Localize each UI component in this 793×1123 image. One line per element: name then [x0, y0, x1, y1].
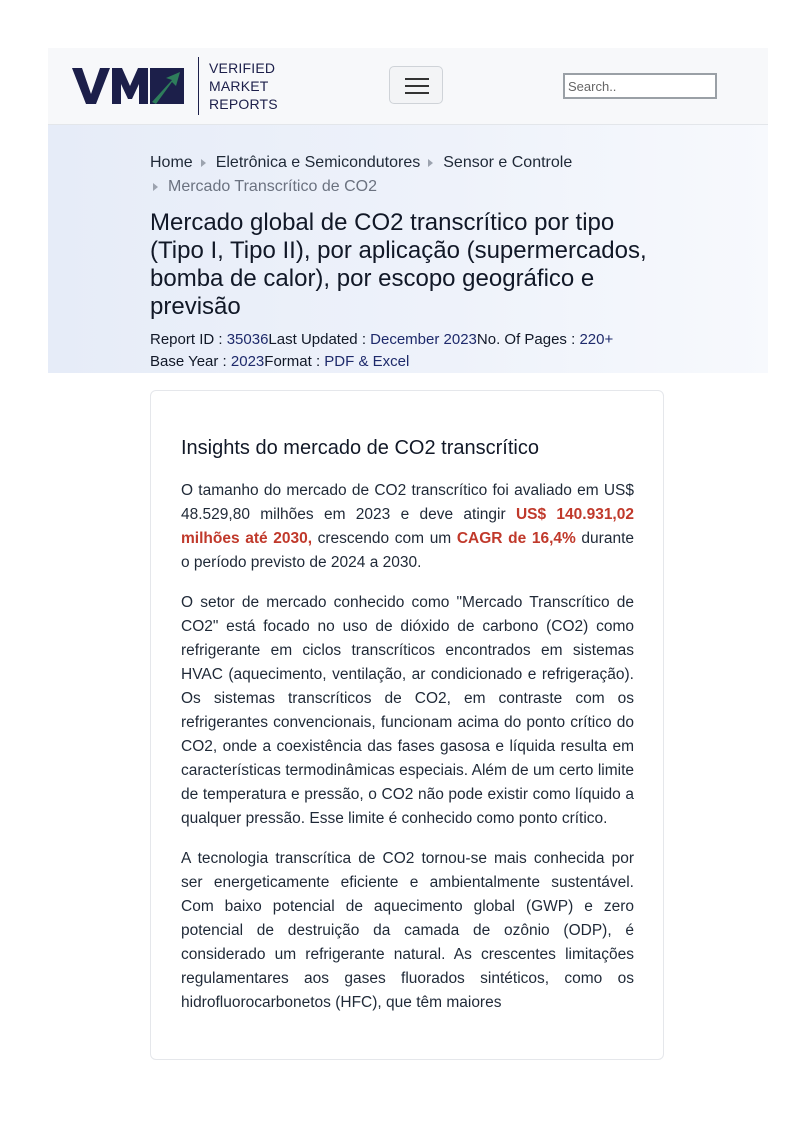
chevron-right-icon: [428, 159, 433, 167]
paragraph-text: durante o período previsto de 2024 a 2030.: [181, 530, 634, 571]
logo-wordmark: [209, 59, 278, 113]
breadcrumb-category[interactable]: Eletrônica e Semicondutores: [215, 154, 421, 171]
hero-section: [48, 125, 768, 373]
menu-bar-icon: [405, 85, 429, 87]
logo-line: REPORTS: [209, 96, 278, 112]
base-year-value: 2023: [230, 353, 265, 370]
report-id-value: 35036: [226, 331, 269, 348]
pages-value: 220+: [579, 331, 614, 348]
logo-line: MARKET: [209, 78, 269, 94]
market-size-highlight: US$ 140.931,02 milhões até 2030,: [181, 506, 634, 547]
logo-divider: [198, 57, 199, 115]
insights-paragraph: [181, 479, 634, 575]
paragraph-text: O tamanho do mercado de CO2 transcrítico foi avaliado em US$ 48.529,80 milhões em 2023 e deve atingir: [181, 482, 634, 523]
breadcrumb-current: Mercado Transcrítico de CO2: [168, 178, 377, 195]
menu-bar-icon: [405, 78, 429, 80]
updated-label: Last Updated :: [268, 331, 371, 348]
chevron-right-icon: [201, 159, 206, 167]
format-value: PDF & Excel: [324, 353, 410, 370]
page: [48, 48, 768, 1011]
chevron-right-icon: [153, 183, 158, 191]
updated-value: December 2023: [370, 331, 477, 348]
pages-label: No. Of Pages :: [476, 331, 580, 348]
paragraph-text: crescendo com um: [312, 530, 457, 547]
insights-body: [181, 479, 634, 1031]
page-title: Mercado global de CO2 transcrítico por tipo (Tipo I, Tipo II), por aplicação (supermercados, bomba de calor), por escopo geográfico e previsão: [150, 209, 647, 320]
logo-line: VERIFIED: [209, 60, 276, 76]
report-meta: [150, 329, 613, 373]
base-year-label: Base Year :: [150, 353, 231, 370]
insights-paragraph: O setor de mercado conhecido como "Mercado Transcrítico de CO2" está focado no uso de dióxido de carbono (CO2) como refrigerante em ciclos transcríticos encontrados em sistemas HVAC (aquecimento, ventilação, ar condicionado e refrigeração). Os sistemas transcríticos de CO2, em contraste com os refrigerantes convencionais, funcionam acima do ponto crítico do CO2, onde a coexistência das fases gasosa e líquida resulta em características termodinâmicas especiais. Além de um certo limite de temperatura e pressão, o CO2 não pode existir como líquido a qualquer pressão. Esse limite é conhecido como ponto crítico.: [181, 594, 634, 827]
hamburger-menu-button[interactable]: [389, 66, 443, 104]
search-input[interactable]: [563, 73, 717, 99]
insights-paragraph: A tecnologia transcrítica de CO2 tornou-se mais conhecida por ser energeticamente eficiente e ambientalmente sustentável. Com baixo potencial de aquecimento global (GWP) e zero potencial de destruição da camada de ozônio (ODP), é considerado um refrigerante natural. As crescentes limitações regulamentares aos gases fluorados sintéticos, como os hidrofluorocarbonetos (HFC), que têm maiores: [181, 850, 634, 1011]
insights-card: [150, 390, 664, 1060]
format-label: Format :: [264, 353, 325, 370]
insights-heading: Insights do mercado de CO2 transcrítico: [181, 437, 539, 459]
breadcrumb-subcategory[interactable]: Sensor e Controle: [443, 154, 573, 171]
logo[interactable]: [72, 57, 278, 115]
cagr-highlight: CAGR de 16,4%: [456, 530, 576, 547]
site-header: [48, 48, 768, 125]
report-id-label: Report ID :: [150, 331, 227, 348]
breadcrumb: [150, 151, 690, 199]
vmr-logo-icon: [72, 66, 184, 106]
breadcrumb-home[interactable]: Home: [150, 154, 193, 171]
menu-bar-icon: [405, 92, 429, 94]
